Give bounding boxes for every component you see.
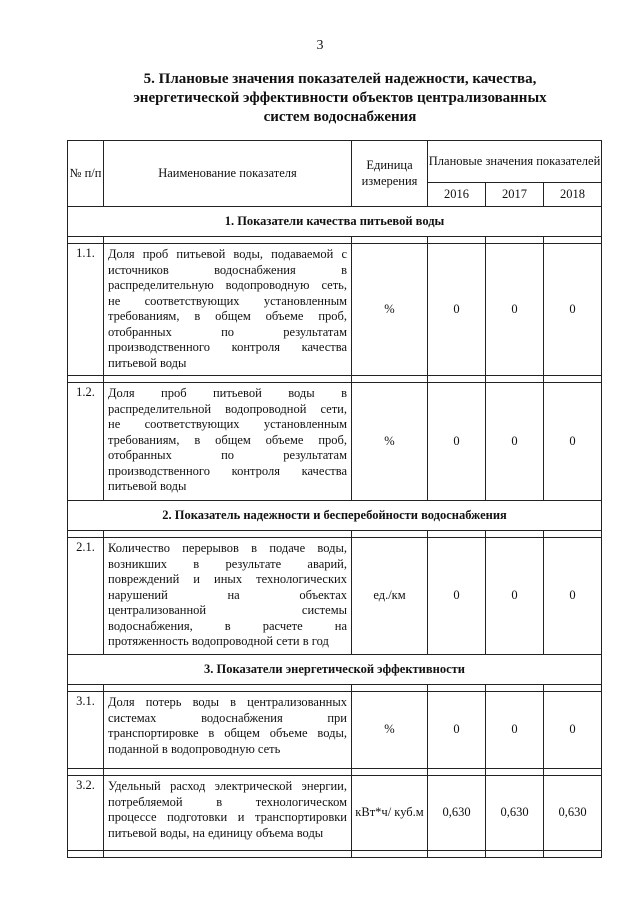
header-plan-values: Плановые значения показателей [428,141,602,183]
indicator-name [104,776,352,851]
row-number: 1.2. [68,383,104,501]
title-line: систем водоснабжения [263,109,417,125]
table-row [68,538,602,655]
indicator-name-line: производственного контроля качества [108,340,347,354]
indicator-name-line: потребляемой в технологическом [108,794,347,809]
row-number: 2.1. [68,538,104,655]
section-title: 3. Показатели энергетической эффективности [68,655,602,685]
indicator-name-line: транспортировке в общем объеме воды, [108,726,347,740]
indicator-name-line: возникших в результате аварий, [108,556,347,571]
value-cell: 0,630 [486,776,544,851]
value-cell: 0 [428,538,486,655]
row-number: 3.2. [68,776,104,851]
indicator-name-line: Доля проб питьевой воды в [108,386,347,400]
indicator-name [104,383,352,501]
indicator-name-line: распределительной водопроводной сети, [108,401,347,416]
unit-cell: % [352,244,428,376]
header-number: № п/п [68,141,104,207]
value-cell: 0 [428,383,486,501]
indicator-name-line: Количество перерывов в подаче воды, [108,541,347,555]
indicator-name-line: водоснабжения, в расчете на [108,618,347,633]
table-row [68,776,602,851]
indicator-name-line: процессе подготовки и транспортировки [108,810,347,824]
indicator-name [104,538,352,655]
value-cell: 0 [486,383,544,501]
title-line: энергетической эффективности объектов централизованных [133,90,547,106]
spacer-row [68,376,602,383]
indicator-name-line: Доля потерь воды в централизованных [108,695,347,709]
indicator-name-line: питьевой воды [108,479,187,493]
document-title [100,70,580,127]
indicator-name-line: системах водоснабжения при [108,710,347,725]
section-row [68,501,602,531]
value-cell: 0 [544,692,602,769]
unit-cell: кВт*ч/ куб.м [352,776,428,851]
table-row [68,244,602,376]
header-year: 2016 [428,183,486,207]
header-year: 2018 [544,183,602,207]
value-cell: 0 [486,538,544,655]
indicators-table [67,140,602,858]
value-cell: 0,630 [428,776,486,851]
indicator-name-line: питьевой воды, на единицу объема воды [108,825,324,840]
indicator-name-line: поданной в водопроводную сеть [108,741,281,756]
value-cell: 0 [544,538,602,655]
spacer-row [68,237,602,244]
unit-cell: % [352,692,428,769]
indicator-name-line: не соответствующих установленным [108,417,347,431]
header-unit: Единица измерения [352,141,428,207]
header-name: Наименование показателя [104,141,352,207]
indicator-name [104,692,352,769]
indicator-name-line: требованиям, в общем объеме проб, [108,432,347,447]
value-cell: 0,630 [544,776,602,851]
row-number: 3.1. [68,692,104,769]
spacer-row [68,685,602,692]
row-number: 1.1. [68,244,104,376]
indicator-name-line: централизованной системы [108,603,347,617]
section-title: 1. Показатели качества питьевой воды [68,207,602,237]
value-cell: 0 [428,244,486,376]
indicator-name [104,244,352,376]
indicator-name-line: не соответствующих установленным [108,293,347,308]
indicator-name-line: распределительную водопроводную сеть, [108,278,347,292]
value-cell: 0 [486,244,544,376]
value-cell: 0 [428,692,486,769]
page-number: 3 [316,38,324,53]
section-title: 2. Показатель надежности и бесперебойности водоснабжения [68,501,602,531]
table-row [68,383,602,501]
section-row [68,655,602,685]
value-cell: 0 [486,692,544,769]
unit-cell: ед./км [352,538,428,655]
indicator-name-line: требованиям, в общем объеме проб, [108,309,347,323]
unit-cell: % [352,383,428,501]
section-row [68,207,602,237]
spacer-row [68,769,602,776]
indicator-name-line: источников водоснабжения в [108,262,347,277]
table-body [68,207,602,858]
title-line: 5. Плановые значения показателей надежности, качества, [143,71,537,87]
indicator-name-line: отобранных по результатам [108,324,347,339]
indicator-name-line: питьевой воды [108,355,187,370]
indicator-name-line: производственного контроля качества [108,463,347,478]
indicator-name-line: протяженность водопроводной сети в год [108,634,329,648]
spacer-row [68,531,602,538]
value-cell: 0 [544,383,602,501]
header-year: 2017 [486,183,544,207]
table-row [68,692,602,769]
indicator-name-line: повреждений и иных технологических [108,572,347,586]
indicator-name-line: нарушений на объектах [108,587,347,602]
value-cell: 0 [544,244,602,376]
indicator-name-line: Удельный расход электрической энергии, [108,779,347,793]
indicator-name-line: Доля проб питьевой воды, подаваемой с [108,247,347,261]
indicator-name-line: отобранных по результатам [108,448,347,462]
spacer-row [68,851,602,858]
